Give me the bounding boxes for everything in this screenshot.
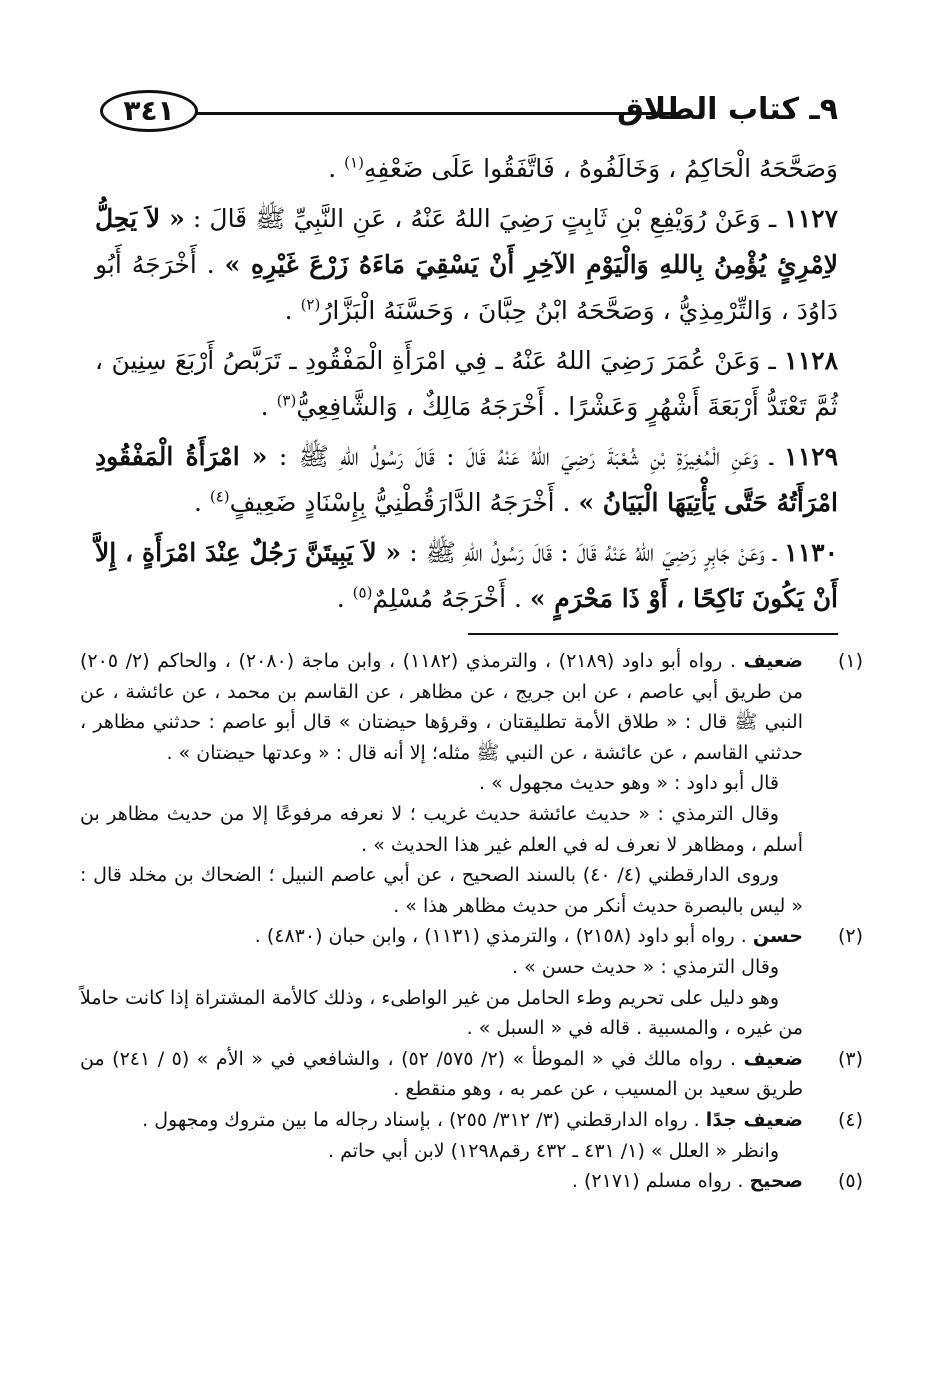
page-header xyxy=(100,88,838,138)
hadith-number: ١١٣٠ xyxy=(784,538,838,567)
chapter-title: ٩ـ كتاب الطلاق xyxy=(617,92,838,127)
hadith-takhrij: . أَخْرَجَهُ أَبُو دَاوُدَ ، وَالتِّرْمِذِيُّ ، وَصَحَّحَهُ ابْنُ حِبَّانَ ، وَحَسَّنَهُ الْبَزَّارُ xyxy=(95,250,838,325)
hadith-number: ١١٢٨ xyxy=(784,346,838,375)
hadith-takhrij: . أَخْرَجَهُ الدَّارَقُطْنِيُّ بِإِسْنَادٍ ضَعِيفٍ xyxy=(229,488,571,517)
footnote-paragraph xyxy=(80,1166,803,1197)
footnote-ref: (٤) xyxy=(209,487,230,506)
hadith-takhrij: . أَخْرَجَهُ مُسْلِمٌ xyxy=(372,584,522,613)
hadith-1130: ١١٣٠ ـ وَعَنْ جَابِرٍ رَضِيَ اللهُ عَنْهُ قَالَ : قَالَ رَسُولُ اللهِ ﷺ : « لاَ يَبِيتَنَّ رَجُلٌ عِنْدَ امْرَأَةٍ ، إِلاَّ أَنْ يَكُونَ نَاكِحًا ، أَوْ ذَا مَحْرَمٍ » . أَخْرَجَهُ مُسْلِمٌ$^{(٥)}$ . xyxy=(95,538,838,613)
hadith-number: ١١٢٩ xyxy=(784,442,838,471)
footnote-separator xyxy=(468,633,838,635)
footnote-ref: (١) xyxy=(344,153,364,172)
footnote-text: . رواه مسلم (٢١٧١) . xyxy=(571,1170,744,1193)
footnote-5 xyxy=(80,1166,863,1197)
footnote-text: . رواه الدارقطني (٣/ ٣١٢/ ٢٥٥) ، بإسناد رجاله ما بين متروك ومجهول . xyxy=(142,1108,700,1131)
continuation-text: وَصَحَّحَهُ الْحَاكِمُ ، وَخَالَفُوهُ ، فَاتَّفَقُوا عَلَى ضَعْفِهِ xyxy=(363,154,838,183)
grade-label: ضعيف جدًا xyxy=(705,1108,803,1131)
footnote-body xyxy=(80,646,803,921)
footnote-paragraph xyxy=(80,1044,803,1105)
hadith-intro: ـ وَعَنْ جَابِرٍ رَضِيَ اللهُ عَنْهُ قَالَ : قَالَ رَسُولُ اللهِ ﷺ : xyxy=(409,538,777,567)
footnote-paragraph xyxy=(80,646,803,768)
grade-label: حسن xyxy=(752,925,803,948)
footnote-paragraph: وقال الترمذي : « حديث عائشة حديث غريب ؛ لا نعرفه مرفوعًا إلا من حديث مظاهر بن أسلم ، ومظاهر لا نعرف له في العلم غير هذا الحديث » . xyxy=(80,802,803,856)
footnote-1 xyxy=(80,646,863,921)
grade-label: صحيح xyxy=(749,1170,803,1193)
footnote-number: (٢) xyxy=(837,925,863,948)
footnote-paragraph: وروى الدارقطني (٤/ ٤٠) بالسند الصحيح ، عن أبي عاصم النبيل ؛ الضحاك بن مخلد قال : « ليس بالبصرة حديث أنكر من حديث مظاهر هذا » . xyxy=(80,864,803,917)
footnote-body xyxy=(80,1166,803,1197)
hadith-1129: ١١٢٩ ـ وَعَنِ الْمُغِيرَةِ بْنِ شُعْبَةَ رَضِيَ اللهُ عَنْهُ قَالَ : قَالَ رَسُولُ اللهِ ﷺ : « امْرَأَةُ الْمَفْقُودِ امْرَأَتُهُ حَتَّى يَأْتِيَهَا الْبَيَانُ » . أَخْرَجَهُ الدَّارَقُطْنِيُّ بِإِسْنَادٍ ضَعِيفٍ$^{(٤)}$ . xyxy=(95,442,838,517)
footnote-text: . رواه أبو داود (٢١٥٨) ، والترمذي (١١٣١) ، وابن حبان (٤٨٣٠) . xyxy=(254,925,747,948)
footnote-ref: (٥) xyxy=(352,583,373,602)
footnote-2 xyxy=(80,921,863,1043)
grade-label: ضعيف xyxy=(743,650,804,672)
footnote-text: . رواه مالك في « الموطأ » (٢/ ٥٧٥/ ٥٢) ، والشافعي في « الأم » (٥ / ٢٤١) من طريق سعيد بن المسيب ، عن عمر به ، وهو منقطع . xyxy=(80,1047,803,1101)
footnote-ref: (٢) xyxy=(300,295,321,314)
footnote-paragraph xyxy=(80,921,803,952)
footnote-4 xyxy=(80,1105,863,1166)
footnote-paragraph xyxy=(80,1105,803,1136)
footnote-number: (٤) xyxy=(837,1108,863,1131)
continuation-paragraph: وَصَحَّحَهُ الْحَاكِمُ ، وَخَالَفُوهُ ، فَاتَّفَقُوا عَلَى ضَعْفِهِ$^{(١)}$ . xyxy=(328,153,838,183)
footnote-body xyxy=(80,1105,803,1166)
hadith-1128: ١١٢٨ ـ وَعَنْ عُمَرَ رَضِيَ اللهُ عَنْهُ ـ فِي امْرَأَةِ الْمَفْقُودِ ـ تَرَبَّصُ أَرْبَعَ سِنِينَ ، ثُمَّ تَعْتَدُّ أَرْبَعَةَ أَشْهُرٍ وَعَشْرًا . أَخْرَجَهُ مَالِكٌ ، وَالشَّافِعِيُّ$^{(٣)}$ . xyxy=(95,346,838,421)
footnote-number: (٥) xyxy=(837,1170,863,1193)
footnote-number: (١) xyxy=(837,650,863,672)
footnotes xyxy=(80,646,863,1197)
footnote-paragraph: وقال الترمذي : « حديث حسن » . xyxy=(512,955,779,978)
header-rule xyxy=(195,112,678,115)
footnote-ref: (٣) xyxy=(276,391,297,410)
hadith-text: ـ وَعَنْ عُمَرَ رَضِيَ اللهُ عَنْهُ ـ فِي امْرَأَةِ الْمَفْقُودِ ـ تَرَبَّصُ أَرْبَعَ سِنِينَ ، ثُمَّ تَعْتَدُّ أَرْبَعَةَ أَشْهُرٍ وَعَشْرًا . أَخْرَجَهُ مَالِكٌ ، وَالشَّافِعِيُّ xyxy=(95,346,838,421)
hadith-1127: ١١٢٧ ـ وَعَنْ رُوَيْفِعِ بْنِ ثَابِتٍ رَضِيَ اللهُ عَنْهُ ، عَنِ النَّبِيِّ ﷺ قَالَ : « لاَ يَحِلُّ لاِمْرِئٍ يُؤْمِنُ بِاللهِ وَالْيَوْمِ الآخِرِ أَنْ يَسْقِيَ مَاءَهُ زَرْعَ غَيْرِهِ » . أَخْرَجَهُ أَبُو دَاوُدَ ، وَالتِّرْمِذِيُّ ، وَصَحَّحَهُ ابْنُ حِبَّانَ ، وَحَسَّنَهُ الْبَزَّارُ$^{(٢)}$ . xyxy=(95,204,839,325)
hadith-matn: « لاَ يَحِلُّ لاِمْرِئٍ يُؤْمِنُ بِاللهِ وَالْيَوْمِ الآخِرِ أَنْ يَسْقِيَ مَاءَهُ زَرْعَ غَيْرِهِ » xyxy=(95,204,838,279)
hadith-matn: « امْرَأَةُ الْمَفْقُودِ امْرَأَتُهُ حَتَّى يَأْتِيَهَا الْبَيَانُ » xyxy=(95,442,838,517)
main-text xyxy=(95,146,838,626)
footnote-3 xyxy=(80,1044,863,1105)
footnote-number: (٣) xyxy=(837,1047,863,1070)
hadith-intro: ـ وَعَنِ الْمُغِيرَةِ بْنِ شُعْبَةَ رَضِيَ اللهُ عَنْهُ قَالَ : قَالَ رَسُولُ اللهِ ﷺ : xyxy=(278,442,773,471)
grade-label: ضعيف xyxy=(743,1047,803,1070)
hadith-intro: ـ وَعَنْ رُوَيْفِعِ بْنِ ثَابِتٍ رَضِيَ اللهُ عَنْهُ ، عَنِ النَّبِيِّ ﷺ قَالَ : xyxy=(192,204,777,233)
footnote-text: . رواه أبو داود (٢١٨٩) ، والترمذي (١١٨٢) ، وابن ماجة (٢٠٨٠) ، والحاكم (٢/ ٢٠٥) من طريق أبي عاصم ، عن ابن جريج ، عن مظاهر ، عن القاسم بن محمد ، عن عائشة ، عن النبي ﷺ قال : « طلاق الأمة تطليقتان ، وقرؤها حيضتان » قال أبو عاصم : حدثني مظاهر ، حدثني القاسم ، عن عائشة ، عن النبي ﷺ مثله؛ إلا أنه قال : « وعدتها حيضتان » . xyxy=(80,650,803,764)
page-number: ٣٤١ xyxy=(100,90,198,132)
footnote-paragraph: وهو دليل على تحريم وطء الحامل من غير الواطىء ، وذلك كالأمة المشتراة إذا كانت حاملاً من غيره ، والمسبية . قاله في « السبل » . xyxy=(80,986,803,1040)
footnote-paragraph: قال أبو داود : « وهو حديث مجهول » . xyxy=(479,772,779,795)
footnote-body xyxy=(80,1044,803,1105)
hadith-matn: « لاَ يَبِيتَنَّ رَجُلٌ عِنْدَ امْرَأَةٍ ، إِلاَّ أَنْ يَكُونَ نَاكِحًا ، أَوْ ذَا مَحْرَمٍ » xyxy=(95,538,838,613)
footnote-body xyxy=(80,921,803,1043)
footnote-paragraph: وانظر « العلل » (١/ ٤٣١ ـ ٤٣٢ رقم١٢٩٨) لابن أبي حاتم . xyxy=(328,1139,779,1162)
hadith-number: ١١٢٧ xyxy=(784,204,839,233)
